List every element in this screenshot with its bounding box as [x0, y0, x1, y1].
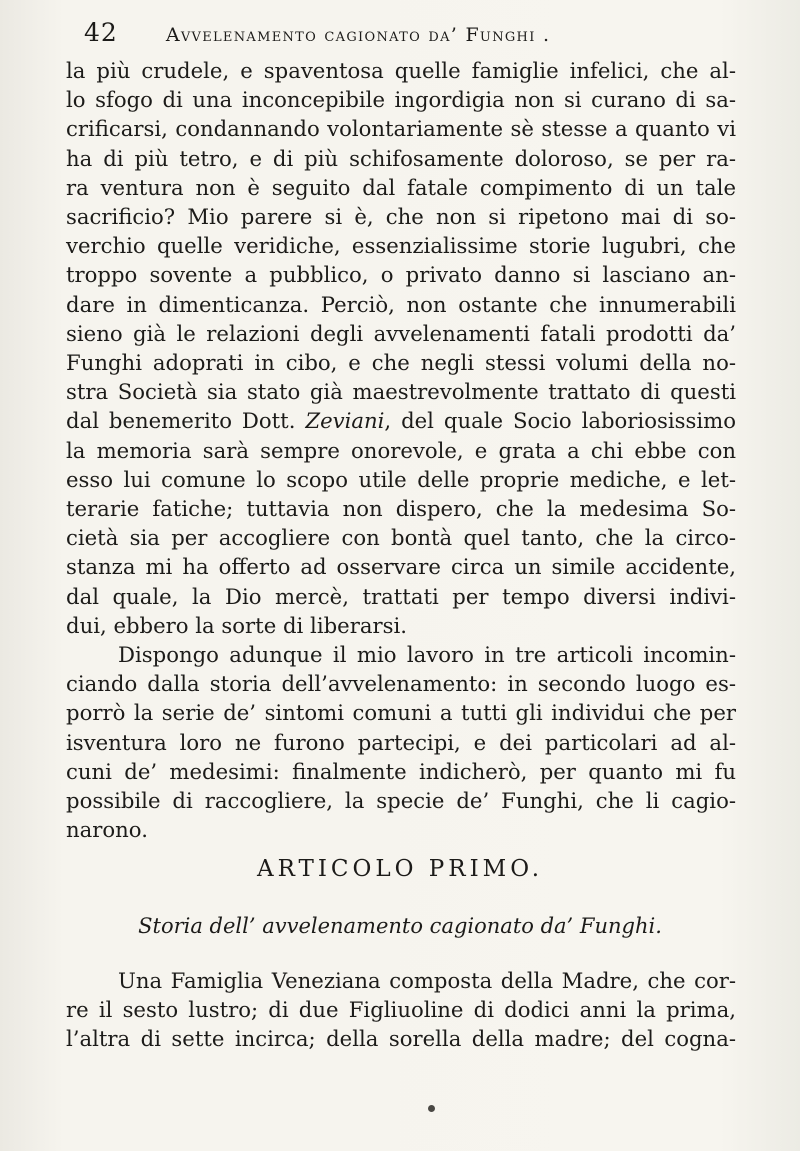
text-line: ra ventura non è seguito dal fatale compimento di un tale	[66, 174, 736, 200]
text-line: lo sfogo di una inconcepibile ingordigia non si curano di sa-	[66, 87, 736, 113]
text-line: dal quale, la Dio mercè, trattati per tempo diversi indivi-	[66, 583, 736, 609]
text-line: ha di più tetro, e di più schifosamente doloroso, se per ra-	[66, 145, 736, 171]
text-line: Funghi adoprati in cibo, e che negli stessi volumi della no-	[66, 350, 736, 376]
text-line: la più crudele, e spaventosa quelle famiglie infelici, che al-	[66, 58, 736, 83]
text-line: re il sesto lustro; di due Figliuoline di dodici anni la prima,	[66, 997, 736, 1023]
text-line: crificarsi, condannando volontariamente sè stesse a quanto vi	[66, 116, 736, 142]
text-line: terarie fatiche; tuttavia non dispero, che la medesima So-	[66, 496, 736, 522]
text-line: stanza mi ha offerto ad osservare circa un simile accidente,	[66, 554, 736, 580]
line-text-after: , del quale Socio laboriosissimo	[384, 408, 736, 434]
paragraph-3	[66, 966, 736, 1054]
text-line: la memoria sarà sempre onorevole, e grata a chi ebbe con	[66, 437, 736, 463]
paragraph-1	[66, 56, 736, 844]
text-line: dare in dimenticanza. Perciò, non ostante che innumerabili	[66, 291, 736, 317]
line-text-before: dal benemerito Dott.	[66, 408, 306, 434]
text-line: l’altra di sette incirca; della sorella della madre; del cogna-	[66, 1026, 736, 1052]
running-title: Avvelenamento cagionato da’ Funghi .	[165, 24, 551, 46]
text-line: possibile di raccogliere, la specie de’ Funghi, che li cagio-	[66, 788, 736, 814]
text-line: sacrificio? Mio parere si è, che non si ripetono mai di so-	[66, 204, 736, 230]
running-head	[84, 18, 744, 54]
text-line: isventura loro ne furono partecipi, e dei particolari ad al-	[66, 729, 736, 755]
text-line: troppo sovente a pubblico, o privato danno si lasciano an-	[66, 262, 736, 288]
ink-speck	[428, 1105, 435, 1112]
text-line: esso lui comune lo scopo utile delle proprie mediche, e let-	[66, 466, 736, 492]
text-line: Una Famiglia Veneziana composta della Madre, che cor-	[118, 968, 736, 993]
text-line: narono.	[66, 817, 148, 843]
text-line: ciando dalla storia dell’avvelenamento: in secondo luogo es-	[66, 671, 736, 697]
text-line: cietà sia per accogliere con bontà quel tanto, che la circo-	[66, 525, 736, 551]
article-title: ARTICOLO PRIMO.	[256, 856, 544, 882]
author-name: Zeviani	[305, 408, 385, 434]
text-line: Dispongo adunque il mio lavoro in tre articoli incomin-	[118, 642, 736, 668]
text-line: porrò la serie de’ sintomi comuni a tutti gli individui che per	[66, 700, 736, 726]
text-line: verchio quelle veridiche, essenzialissime storie lugubri, che	[66, 233, 736, 259]
text-line: stra Società sia stato già maestrevolmente trattato di questi	[66, 379, 736, 405]
text-line: dui, ebbero la sorte di liberarsi.	[66, 612, 407, 638]
article-subtitle: Storia dell’ avvelenamento cagionato da’ Funghi.	[138, 914, 662, 938]
text-line: sieno già le relazioni degli avvelenamenti fatali prodotti da’	[66, 320, 736, 346]
text-line: cuni de’ medesimi: finalmente indicherò, per quanto mi fu	[66, 758, 736, 784]
text-line-with-name	[66, 406, 736, 435]
page-number: 42	[84, 18, 118, 47]
